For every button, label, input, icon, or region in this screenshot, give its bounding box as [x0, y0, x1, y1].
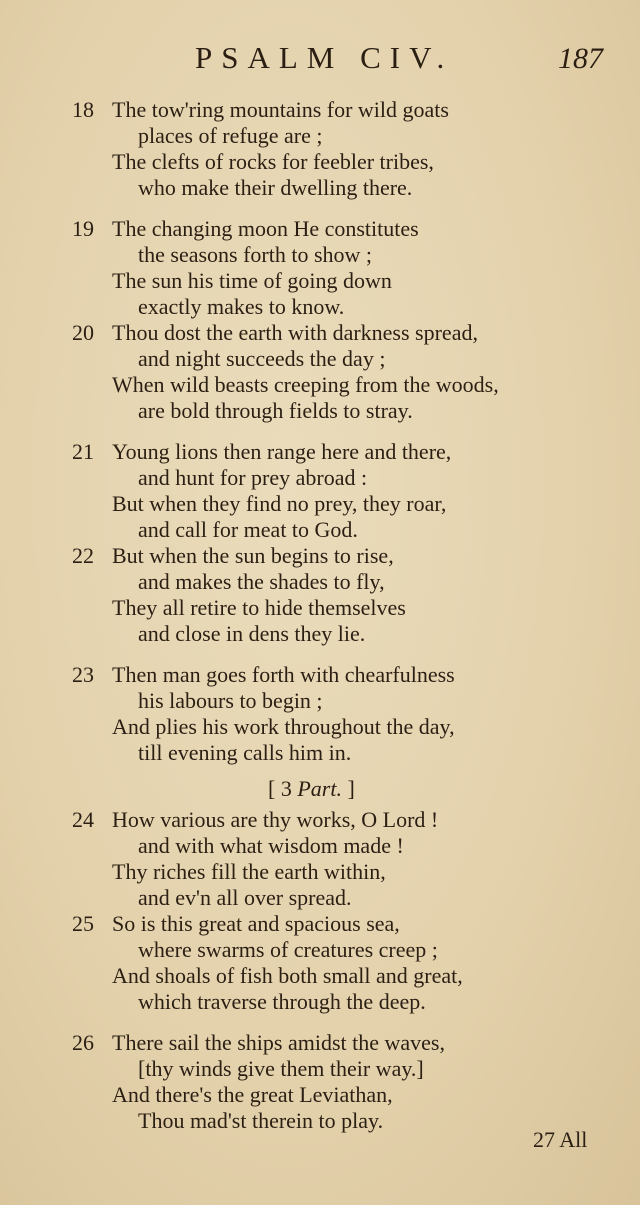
- verse-number: 20: [72, 320, 94, 345]
- page-number: 187: [558, 42, 603, 75]
- verse-line: Thou dost the earth with darkness spread,: [112, 320, 478, 345]
- verse-line: and ev'n all over spread.: [138, 885, 352, 910]
- part-heading-label: Part.: [297, 776, 342, 801]
- verse-line: And shoals of fish both small and great,: [112, 963, 463, 988]
- verse-line: Young lions then range here and there,: [112, 439, 452, 464]
- verse-number: 22: [72, 543, 94, 568]
- verse-line: The clefts of rocks for feebler tribes,: [112, 149, 434, 174]
- verse-number: 24: [72, 807, 94, 832]
- verse-line: and close in dens they lie.: [138, 621, 366, 646]
- verse-number: 26: [72, 1030, 94, 1055]
- verse-line: and call for meat to God.: [138, 517, 358, 542]
- verse-line: and hunt for prey abroad :: [138, 465, 368, 490]
- verse-line: till evening calls him in.: [138, 740, 352, 765]
- verse-line: and makes the shades to fly,: [138, 569, 385, 594]
- verse-number: 21: [72, 439, 94, 464]
- verse-line: And there's the great Leviathan,: [112, 1082, 393, 1107]
- verse-line: Thy riches fill the earth within,: [112, 859, 386, 884]
- verse-line: And plies his work throughout the day,: [112, 714, 455, 739]
- verse-line: But when they find no prey, they roar,: [112, 491, 447, 516]
- verse-line: the seasons forth to show ;: [138, 242, 373, 267]
- verse-line: How various are thy works, O Lord !: [112, 807, 439, 832]
- part-heading: [268, 776, 355, 802]
- part-heading-open: [ 3: [268, 776, 292, 801]
- verse-number: 19: [72, 216, 94, 241]
- verse-line: Then man goes forth with chearfulness: [112, 662, 455, 687]
- verse-line: The sun his time of going down: [112, 268, 392, 293]
- verse-line: and with what wisdom made !: [138, 833, 404, 858]
- running-title: PSALM CIV.: [195, 40, 454, 75]
- verse-line: But when the sun begins to rise,: [112, 543, 394, 568]
- verse-line: are bold through fields to stray.: [138, 398, 413, 423]
- verse-number: 18: [72, 97, 94, 122]
- verse-number: 25: [72, 911, 94, 936]
- verse-line: [thy winds give them their way.]: [138, 1056, 424, 1081]
- verse-line: The tow'ring mountains for wild goats: [112, 97, 449, 122]
- verse-line: Thou mad'st therein to play.: [138, 1108, 384, 1133]
- verse-line: who make their dwelling there.: [138, 175, 413, 200]
- part-heading-close: ]: [347, 776, 355, 801]
- verse-line: So is this great and spacious sea,: [112, 911, 400, 936]
- verse-line: his labours to begin ;: [138, 688, 323, 713]
- verse-line: places of refuge are ;: [138, 123, 323, 148]
- verse-line: When wild beasts creeping from the woods,: [112, 372, 499, 397]
- verse-line: and night succeeds the day ;: [138, 346, 386, 371]
- page-header: [0, 40, 640, 80]
- verse-line: There sail the ships amidst the waves,: [112, 1030, 445, 1055]
- verse-number: 23: [72, 662, 94, 687]
- verse-line: exactly makes to know.: [138, 294, 345, 319]
- verse-line: which traverse through the deep.: [138, 989, 426, 1014]
- verse-line: The changing moon He constitutes: [112, 216, 419, 241]
- verse-line: where swarms of creatures creep ;: [138, 937, 438, 962]
- verse-line: They all retire to hide themselves: [112, 595, 406, 620]
- catchword: 27 All: [533, 1127, 588, 1152]
